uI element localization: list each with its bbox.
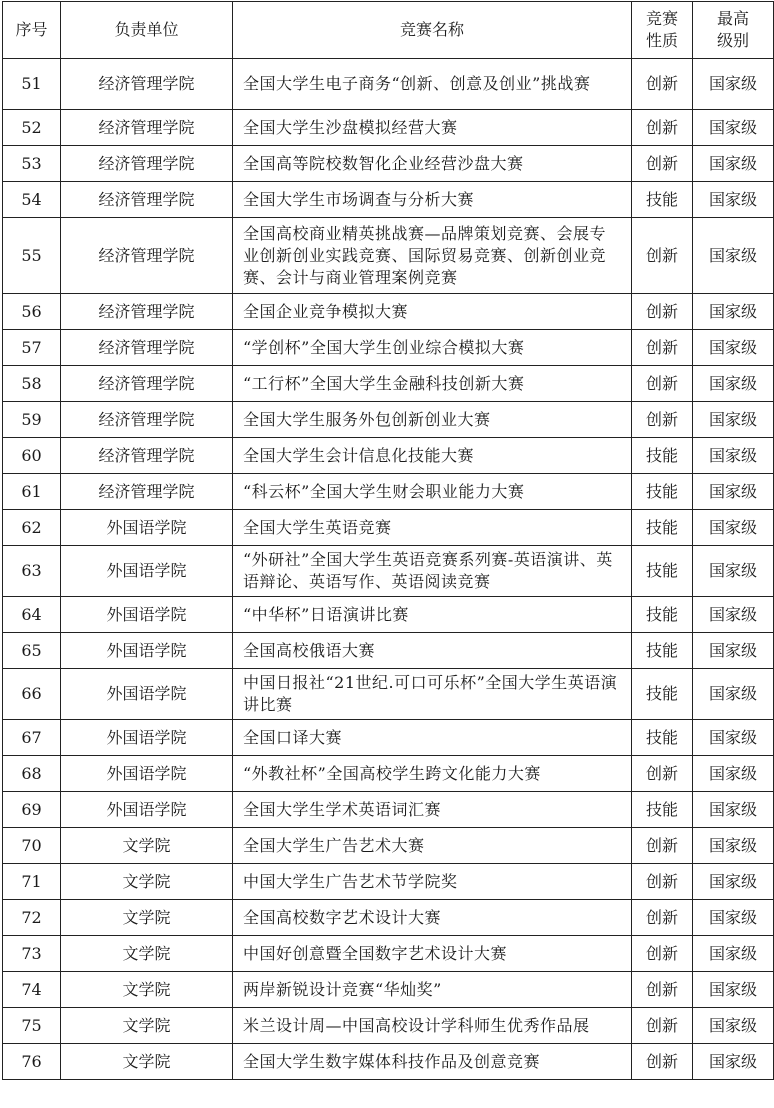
row-no: 70 [3, 828, 61, 864]
row-no: 61 [3, 474, 61, 510]
row-type: 创新 [632, 936, 693, 972]
row-level: 国家级 [693, 864, 774, 900]
row-name: 中国日报社“21世纪.可口可乐杯”全国大学生英语演讲比赛 [233, 669, 632, 720]
row-no: 65 [3, 633, 61, 669]
row-no: 68 [3, 756, 61, 792]
row-level: 国家级 [693, 756, 774, 792]
row-no: 58 [3, 366, 61, 402]
row-no: 51 [3, 59, 61, 110]
row-no: 64 [3, 597, 61, 633]
row-name: 全国高校商业精英挑战赛—品牌策划竞赛、会展专业创新创业实践竞赛、国际贸易竞赛、创新创业竞赛、会计与商业管理案例竞赛 [233, 218, 632, 294]
row-no: 63 [3, 546, 61, 597]
row-name: 全国大学生英语竞赛 [233, 510, 632, 546]
row-no: 57 [3, 330, 61, 366]
row-level: 国家级 [693, 900, 774, 936]
competition-table [2, 1, 774, 1080]
row-type: 创新 [632, 366, 693, 402]
row-unit: 文学院 [61, 900, 233, 936]
row-name: “外教社杯”全国高校学生跨文化能力大赛 [233, 756, 632, 792]
table-row [3, 330, 774, 366]
row-unit: 文学院 [61, 972, 233, 1008]
row-unit: 经济管理学院 [61, 402, 233, 438]
table-row [3, 597, 774, 633]
row-no: 76 [3, 1044, 61, 1080]
row-unit: 外国语学院 [61, 792, 233, 828]
row-type: 创新 [632, 900, 693, 936]
row-unit: 文学院 [61, 1044, 233, 1080]
header-no: 序号 [3, 2, 61, 59]
row-type: 创新 [632, 828, 693, 864]
row-type: 创新 [632, 218, 693, 294]
row-type: 技能 [632, 474, 693, 510]
row-type: 技能 [632, 510, 693, 546]
row-unit: 经济管理学院 [61, 110, 233, 146]
row-name: 全国高校俄语大赛 [233, 633, 632, 669]
table-row [3, 59, 774, 110]
row-name: “工行杯”全国大学生金融科技创新大赛 [233, 366, 632, 402]
row-name: 全国口译大赛 [233, 720, 632, 756]
row-level: 国家级 [693, 972, 774, 1008]
table-row [3, 669, 774, 720]
row-level: 国家级 [693, 633, 774, 669]
row-type: 技能 [632, 669, 693, 720]
row-no: 67 [3, 720, 61, 756]
row-type: 创新 [632, 402, 693, 438]
table-row [3, 402, 774, 438]
row-unit: 外国语学院 [61, 510, 233, 546]
row-type: 创新 [632, 1008, 693, 1044]
row-level: 国家级 [693, 936, 774, 972]
row-no: 72 [3, 900, 61, 936]
row-name: “学创杯”全国大学生创业综合模拟大赛 [233, 330, 632, 366]
row-level: 国家级 [693, 720, 774, 756]
row-no: 62 [3, 510, 61, 546]
row-no: 66 [3, 669, 61, 720]
row-type: 技能 [632, 633, 693, 669]
row-name: 中国好创意暨全国数字艺术设计大赛 [233, 936, 632, 972]
row-name: 全国大学生电子商务“创新、创意及创业”挑战赛 [233, 59, 632, 110]
row-unit: 外国语学院 [61, 756, 233, 792]
table-row [3, 972, 774, 1008]
table-row [3, 633, 774, 669]
row-level: 国家级 [693, 59, 774, 110]
row-no: 53 [3, 146, 61, 182]
table-row [3, 546, 774, 597]
row-name: 全国大学生广告艺术大赛 [233, 828, 632, 864]
row-no: 69 [3, 792, 61, 828]
row-no: 52 [3, 110, 61, 146]
row-level: 国家级 [693, 597, 774, 633]
header-name: 竞赛名称 [233, 2, 632, 59]
table-row [3, 864, 774, 900]
row-unit: 外国语学院 [61, 720, 233, 756]
row-no: 74 [3, 972, 61, 1008]
row-unit: 外国语学院 [61, 546, 233, 597]
row-name: 全国大学生会计信息化技能大赛 [233, 438, 632, 474]
row-name: “中华杯”日语演讲比赛 [233, 597, 632, 633]
row-name: 全国高等院校数智化企业经营沙盘大赛 [233, 146, 632, 182]
row-no: 59 [3, 402, 61, 438]
row-unit: 外国语学院 [61, 669, 233, 720]
row-name: “外研社”全国大学生英语竞赛系列赛-英语演讲、英语辩论、英语写作、英语阅读竞赛 [233, 546, 632, 597]
row-level: 国家级 [693, 546, 774, 597]
row-name: “科云杯”全国大学生财会职业能力大赛 [233, 474, 632, 510]
row-unit: 文学院 [61, 828, 233, 864]
row-level: 国家级 [693, 366, 774, 402]
row-no: 56 [3, 294, 61, 330]
header-level [693, 2, 774, 59]
row-level: 国家级 [693, 402, 774, 438]
row-unit: 文学院 [61, 1008, 233, 1044]
row-name: 全国大学生沙盘模拟经营大赛 [233, 110, 632, 146]
row-level: 国家级 [693, 330, 774, 366]
row-name: 全国大学生学术英语词汇赛 [233, 792, 632, 828]
row-unit: 经济管理学院 [61, 182, 233, 218]
row-name: 中国大学生广告艺术节学院奖 [233, 864, 632, 900]
row-level: 国家级 [693, 1008, 774, 1044]
row-level: 国家级 [693, 218, 774, 294]
header-unit: 负责单位 [61, 2, 233, 59]
row-type: 技能 [632, 720, 693, 756]
row-level: 国家级 [693, 669, 774, 720]
row-name: 米兰设计周—中国高校设计学科师生优秀作品展 [233, 1008, 632, 1044]
table-row [3, 1008, 774, 1044]
row-unit: 外国语学院 [61, 633, 233, 669]
row-no: 71 [3, 864, 61, 900]
header-type [632, 2, 693, 59]
header-level-line1: 最高 [716, 9, 749, 28]
row-name: 全国企业竞争模拟大赛 [233, 294, 632, 330]
row-type: 创新 [632, 756, 693, 792]
row-unit: 经济管理学院 [61, 366, 233, 402]
row-type: 创新 [632, 294, 693, 330]
row-level: 国家级 [693, 182, 774, 218]
table-row [3, 720, 774, 756]
row-no: 55 [3, 218, 61, 294]
row-type: 创新 [632, 59, 693, 110]
row-type: 技能 [632, 546, 693, 597]
row-type: 技能 [632, 597, 693, 633]
row-level: 国家级 [693, 438, 774, 474]
row-no: 75 [3, 1008, 61, 1044]
row-level: 国家级 [693, 146, 774, 182]
row-unit: 文学院 [61, 864, 233, 900]
row-type: 创新 [632, 1044, 693, 1080]
row-level: 国家级 [693, 510, 774, 546]
table-row [3, 756, 774, 792]
table-row [3, 1044, 774, 1080]
row-type: 创新 [632, 146, 693, 182]
row-level: 国家级 [693, 1044, 774, 1080]
table-row [3, 366, 774, 402]
row-name: 全国高校数字艺术设计大赛 [233, 900, 632, 936]
table-row [3, 474, 774, 510]
row-type: 创新 [632, 110, 693, 146]
table-row [3, 218, 774, 294]
table-row [3, 510, 774, 546]
row-unit: 经济管理学院 [61, 474, 233, 510]
table-row [3, 182, 774, 218]
table-row [3, 936, 774, 972]
row-type: 创新 [632, 330, 693, 366]
row-level: 国家级 [693, 294, 774, 330]
row-level: 国家级 [693, 792, 774, 828]
row-level: 国家级 [693, 828, 774, 864]
row-type: 创新 [632, 864, 693, 900]
table-row [3, 792, 774, 828]
row-unit: 经济管理学院 [61, 294, 233, 330]
header-type-line2: 性质 [645, 31, 678, 50]
table-row [3, 146, 774, 182]
row-type: 技能 [632, 438, 693, 474]
row-unit: 经济管理学院 [61, 59, 233, 110]
row-unit: 经济管理学院 [61, 218, 233, 294]
row-name: 两岸新锐设计竞赛“华灿奖” [233, 972, 632, 1008]
header-level-line2: 级别 [716, 31, 749, 50]
row-level: 国家级 [693, 110, 774, 146]
row-type: 技能 [632, 792, 693, 828]
row-unit: 经济管理学院 [61, 146, 233, 182]
table-row [3, 294, 774, 330]
row-unit: 经济管理学院 [61, 438, 233, 474]
table-header-row [3, 2, 774, 59]
table-row [3, 438, 774, 474]
row-type: 创新 [632, 972, 693, 1008]
table-row [3, 900, 774, 936]
table-row [3, 110, 774, 146]
row-unit: 外国语学院 [61, 597, 233, 633]
table-row [3, 828, 774, 864]
header-type-line1: 竞赛 [645, 9, 678, 28]
row-name: 全国大学生市场调查与分析大赛 [233, 182, 632, 218]
row-no: 54 [3, 182, 61, 218]
row-name: 全国大学生服务外包创新创业大赛 [233, 402, 632, 438]
row-unit: 经济管理学院 [61, 330, 233, 366]
row-type: 技能 [632, 182, 693, 218]
row-name: 全国大学生数字媒体科技作品及创意竞赛 [233, 1044, 632, 1080]
row-unit: 文学院 [61, 936, 233, 972]
row-no: 60 [3, 438, 61, 474]
row-level: 国家级 [693, 474, 774, 510]
row-no: 73 [3, 936, 61, 972]
